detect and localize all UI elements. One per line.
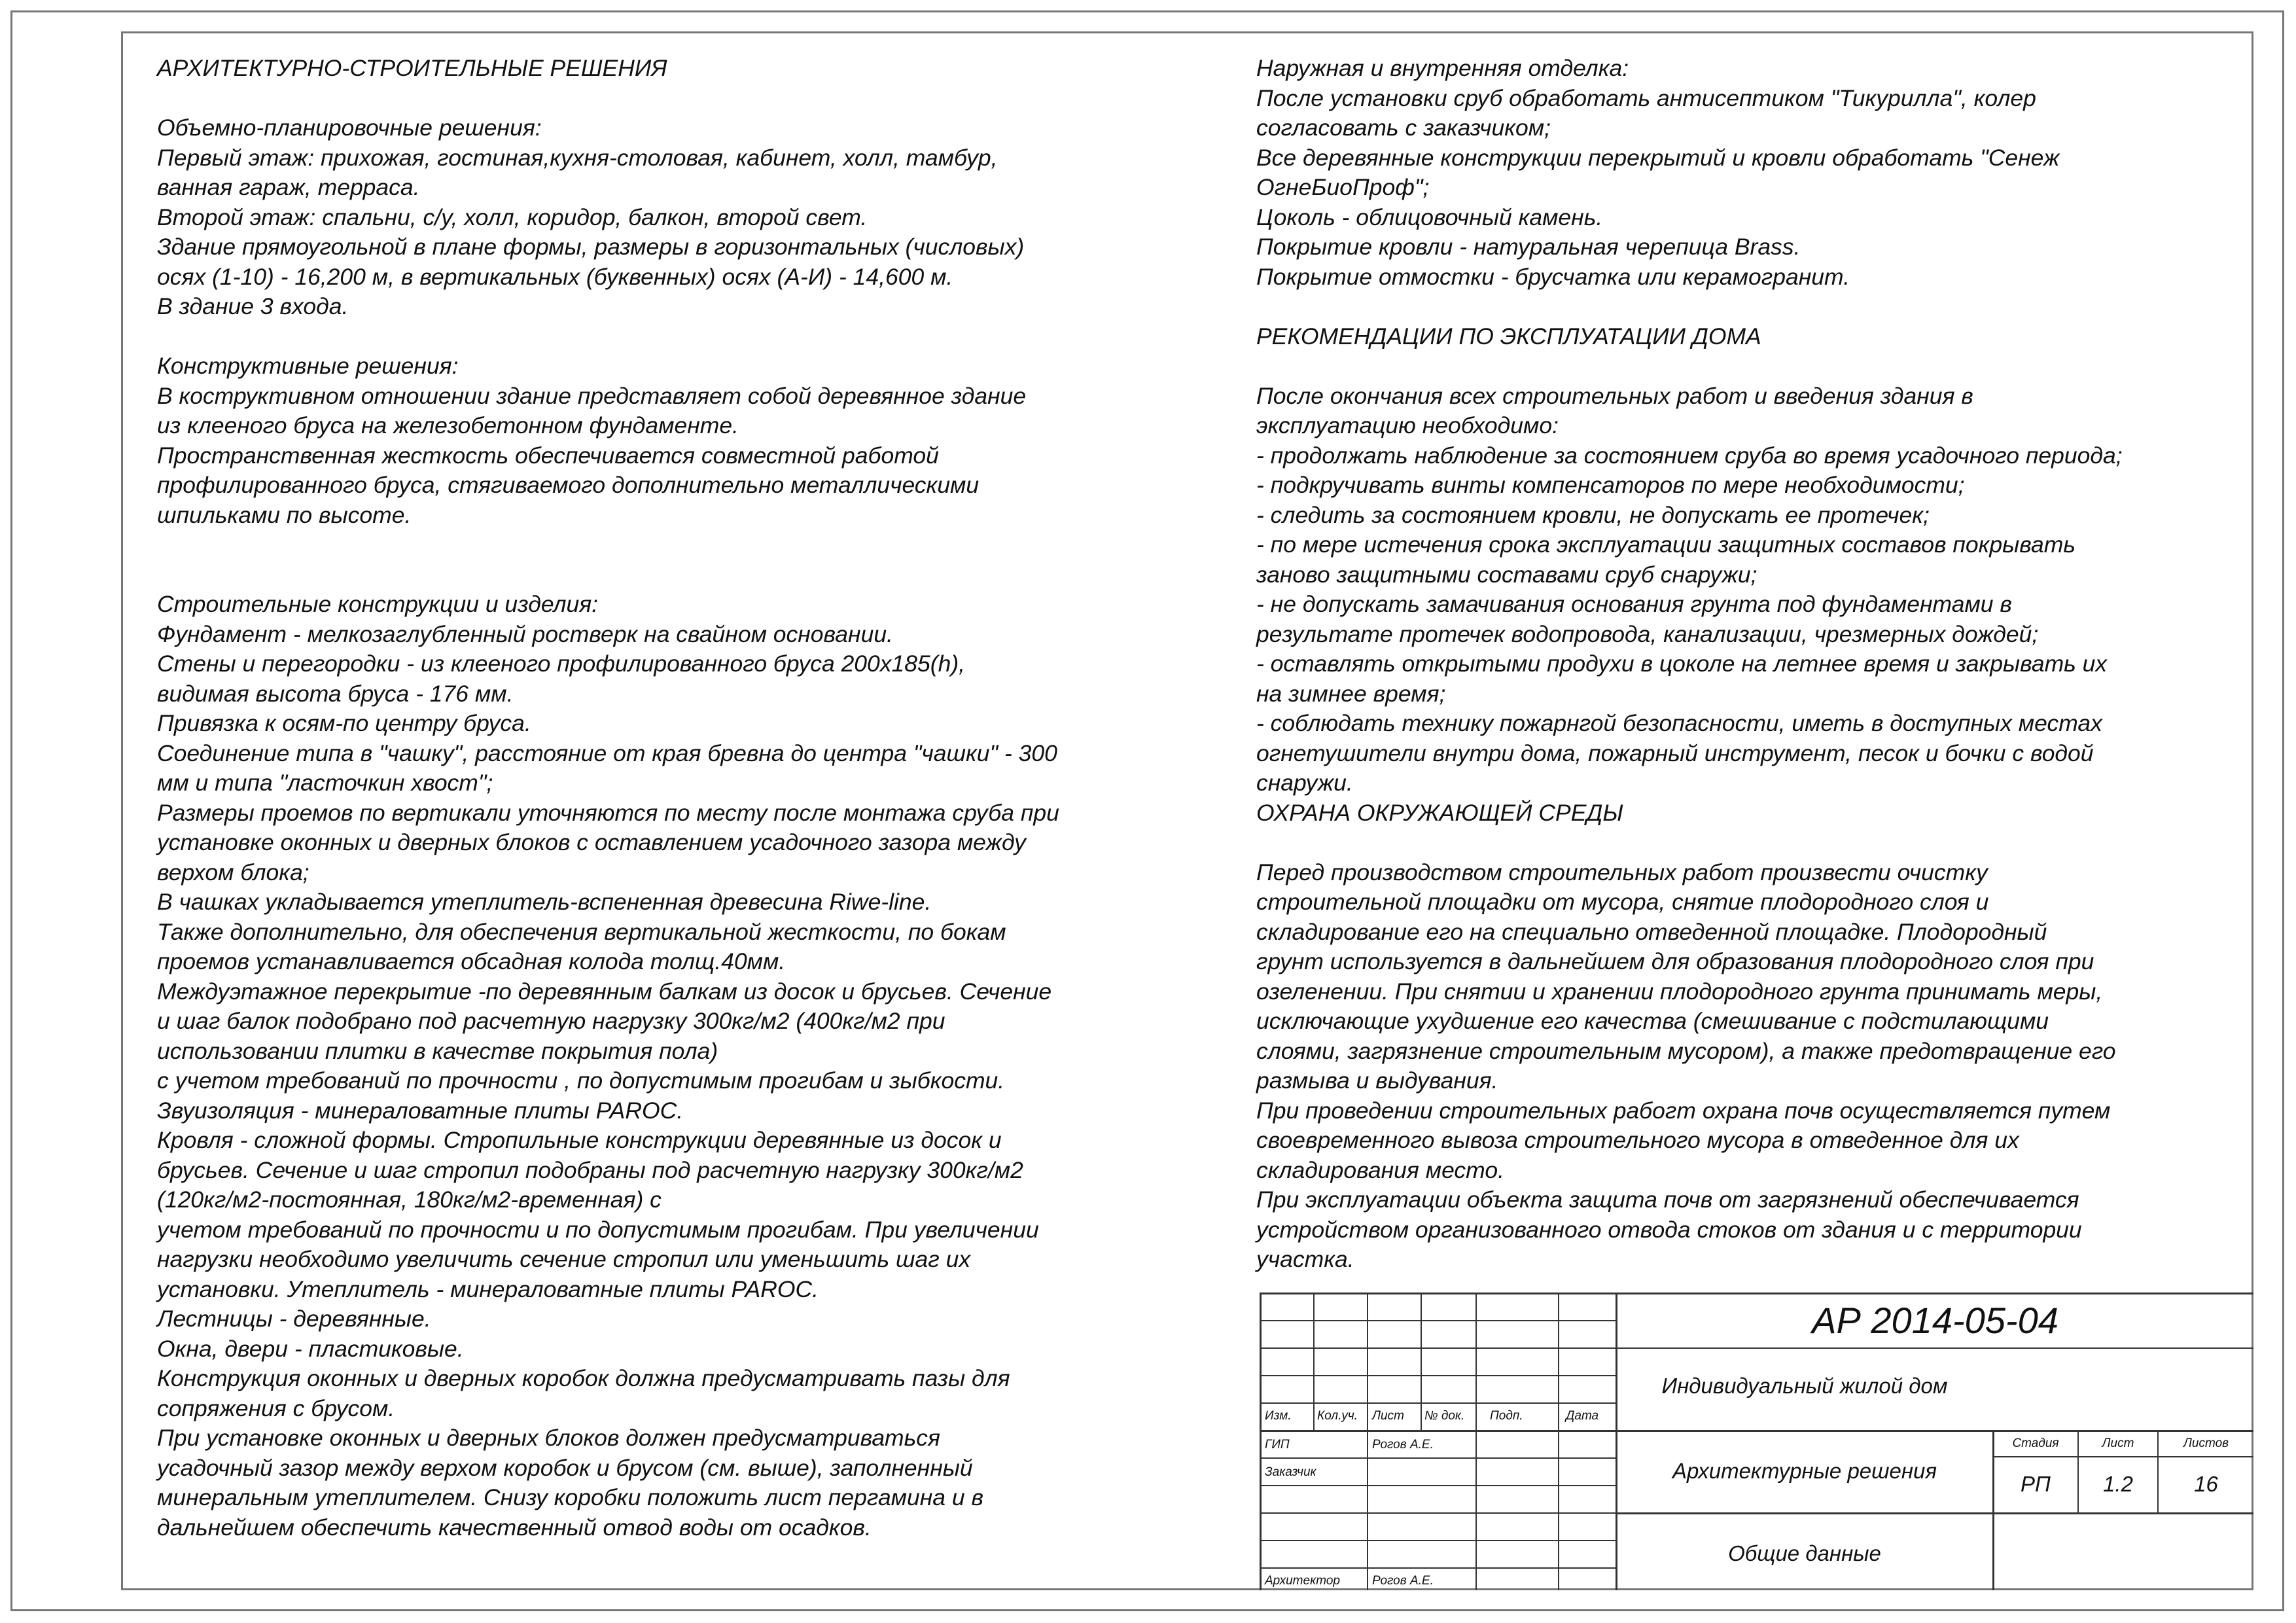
role-zakazchik: Заказчик xyxy=(1265,1465,1316,1479)
grid-line xyxy=(1260,1457,1616,1459)
text-line: проемов устанавливается обсадная колода толщ.40мм. xyxy=(157,948,786,974)
right-text-column xyxy=(1256,54,2238,1275)
text-line: участка. xyxy=(1256,1246,1354,1272)
text-line: из клееного бруса на железобетонном фундаменте. xyxy=(157,412,739,438)
text-line: Цоколь - облицовочный камень. xyxy=(1256,204,1603,230)
value-list: 1.2 xyxy=(2103,1472,2133,1496)
text-line: использовании плитки в качестве покрытия пола) xyxy=(157,1037,718,1064)
text-line: Пространственная жесткость обеспечивается совместной работой xyxy=(157,442,939,469)
text-line: РЕКОМЕНДАЦИИ ПО ЭКСПЛУАТАЦИИ ДОМА xyxy=(1256,323,1761,349)
text-line: Лестницы - деревянные. xyxy=(157,1306,431,1332)
text-line: снаружи. xyxy=(1256,770,1353,796)
grid-line xyxy=(1313,1293,1315,1430)
name-arkhitektor: Рогов А.Е. xyxy=(1372,1574,1434,1588)
text-line: складирования место. xyxy=(1256,1156,1504,1183)
text-line: Окна, двери - пластиковые. xyxy=(157,1335,464,1362)
text-line xyxy=(1256,351,2238,382)
text-line: (120кг/м2-постоянная, 180кг/м2-временная) с xyxy=(157,1186,662,1213)
col-data: Дата xyxy=(1566,1409,1599,1423)
grid-line xyxy=(1260,1540,1616,1541)
name-gip: Рогов А.Е. xyxy=(1372,1438,1434,1452)
text-line xyxy=(157,530,1204,560)
text-line: - продолжать наблюдение за состоянием сруба во время усадочного периода; xyxy=(1256,442,2123,469)
text-line xyxy=(1256,828,2238,858)
text-line: - следить за состоянием кровли, не допускать ее протечек; xyxy=(1256,501,1930,528)
text-line: Конструкция оконных и дверных коробок должна предусматривать пазы для xyxy=(157,1365,1010,1391)
role-arkhitektor: Архитектор xyxy=(1265,1574,1341,1588)
text-line: После окончания всех строительных работ и введения здания в xyxy=(1256,382,1973,409)
text-line: строительной площадки от мусора, снятие плодородного слоя и xyxy=(1256,889,1989,915)
text-line: Междуэтажное перекрытие -по деревянным балкам из досок и брусьев. Сечение xyxy=(157,978,1052,1005)
col-izm: Изм. xyxy=(1265,1409,1292,1423)
drawing-code: АР 2014-05-04 xyxy=(1812,1300,2058,1341)
text-line: устройством организованного отвода стоков от здания и с территории xyxy=(1256,1216,2082,1243)
text-line: установке оконных и дверных блоков с оставлением усадочного зазора между xyxy=(157,829,1026,855)
col-koluch: Кол.уч. xyxy=(1317,1409,1358,1423)
text-line: АРХИТЕКТУРНО-СТРОИТЕЛЬНЫЕ РЕШЕНИЯ xyxy=(157,55,667,81)
text-line: дальнейшем обеспечить качественный отвод воды от осадков. xyxy=(157,1514,872,1541)
title-block-border xyxy=(1260,1293,1262,1590)
text-line: Привязка к осям-по центру бруса. xyxy=(157,710,531,736)
text-line: Перед производством строительных работ произвести очистку xyxy=(1256,859,1988,885)
text-line: и шаг балок подобрано под расчетную нагрузку 300кг/м2 (400кг/м2 при xyxy=(157,1008,945,1034)
text-line: - подкручивать винты компенсаторов по мере необходимости; xyxy=(1256,472,1965,498)
text-line: Размеры проемов по вертикали уточняются по месту после монтажа сруба при xyxy=(157,799,1059,826)
text-line: Покрытие отмостки - брусчатка или керамогранит. xyxy=(1256,263,1850,290)
text-line: заново защитными составами сруб снаружи; xyxy=(1256,561,1757,588)
text-line: установки. Утеплитель - минераловатные плиты PAROC. xyxy=(157,1275,819,1302)
grid-line xyxy=(1260,1485,1616,1486)
text-line: учетом требований по прочности и по допустимым прогибам. При увеличении xyxy=(157,1216,1039,1243)
grid-line xyxy=(1992,1430,1994,1590)
text-line: профилированного бруса, стягиваемого дополнительно металлическими xyxy=(157,472,980,498)
text-line: Все деревянные конструкции перекрытий и кровли обработать "Сенеж xyxy=(1256,144,2060,171)
text-line: своевременного вывоза строительного мусора в отведенное для их xyxy=(1256,1127,2019,1153)
object-name: Индивидуальный жилой дом xyxy=(1661,1374,1948,1398)
col-ndok: № док. xyxy=(1424,1409,1465,1423)
text-line: осях (1-10) - 16,200 м, в вертикальных (буквенных) осях (А-И) - 14,600 м. xyxy=(157,263,953,290)
text-line: Объемно-планировочные решения: xyxy=(157,115,542,141)
text-line: мм и типа "ласточкин хвост"; xyxy=(157,770,493,796)
text-line xyxy=(157,322,1204,352)
text-line: шпильками по высоте. xyxy=(157,501,412,528)
title-block xyxy=(1260,1293,2253,1590)
col-podp: Подп. xyxy=(1490,1409,1523,1423)
role-gip: ГИП xyxy=(1265,1438,1290,1452)
text-line: При установке оконных и дверных блоков должен предусматриваться xyxy=(157,1425,941,1451)
text-line xyxy=(157,560,1204,590)
text-line xyxy=(157,84,1204,114)
grid-line xyxy=(1616,1347,2253,1349)
text-line: После установки сруб обработать антисептиком "Тикурилла", колер xyxy=(1256,84,2036,111)
text-line: Наружная и внутренняя отделка: xyxy=(1256,55,1629,81)
text-line: В коструктивном отношении здание представляет собой деревянное здание xyxy=(157,382,1027,409)
grid-line xyxy=(1260,1567,1616,1569)
text-line: - по мере истечения срока эксплуатации защитных составов покрывать xyxy=(1256,531,2076,558)
text-line: Стены и перегородки - из клееного профилированного бруса 200х185(h), xyxy=(157,651,966,677)
text-line: При эксплуатации объекта защита почв от загрязнений обеспечивается xyxy=(1256,1186,2079,1213)
grid-line xyxy=(1558,1293,1559,1590)
text-line: с учетом требований по прочности , по допустимым прогибам и зыбкости. xyxy=(157,1067,1005,1094)
text-line: огнетушители внутри дома, пожарный инструмент, песок и бочки с водой xyxy=(1256,740,2094,766)
grid-line xyxy=(1992,1456,2253,1457)
text-line: - не допускать замачивания основания грунта под фундаментами в xyxy=(1256,591,2012,617)
header-stadiya: Стадия xyxy=(2012,1436,2059,1450)
value-listov: 16 xyxy=(2194,1472,2218,1496)
text-line: В чашках укладывается утеплитель-вспененная древесина Riwe-line. xyxy=(157,889,932,915)
grid-line xyxy=(1260,1512,1616,1514)
text-line: Строительные конструкции и изделия: xyxy=(157,591,599,617)
text-line: слоями, загрязнение строительным мусором), а также предотвращение его xyxy=(1256,1037,2116,1064)
text-line: - оставлять открытыми продухи в цоколе на летнее время и закрывать их xyxy=(1256,651,2108,677)
text-line: верхом блока; xyxy=(157,859,309,885)
text-line: ванная гараж, терраса. xyxy=(157,174,420,200)
text-line: При проведении строительных рабогт охрана почв осуществляется путем xyxy=(1256,1097,2111,1124)
text-line: нагрузки необходимо увеличить сечение стропил или уменьшить шаг их xyxy=(157,1246,971,1272)
text-line: Покрытие кровли - натуральная черепица Brass. xyxy=(1256,234,1801,260)
left-text-column xyxy=(157,54,1204,1543)
header-list: Лист xyxy=(2102,1436,2134,1450)
section-name: Архитектурные решения xyxy=(1672,1459,1937,1483)
grid-line xyxy=(1616,1512,2253,1514)
text-line: ОХРАНА ОКРУЖАЮЩЕЙ СРЕДЫ xyxy=(1256,799,1623,826)
text-line: размыва и выдувания. xyxy=(1256,1067,1498,1094)
text-line: Второй этаж: спальни, с/у, холл, коридор, балкон, второй свет. xyxy=(157,204,868,230)
text-line: Соединение типа в "чашку", расстояние от края бревна до центра "чашки" - 300 xyxy=(157,740,1057,766)
text-line: Фундамент - мелкозаглубленный ростверк на свайном основании. xyxy=(157,620,893,647)
text-line: Первый этаж: прихожая, гостиная,кухня-столовая, кабинет, холл, тамбур, xyxy=(157,144,998,171)
text-line: на зимнее время; xyxy=(1256,680,1446,707)
text-line: Здание прямоугольной в плане формы, размеры в горизонтальных (числовых) xyxy=(157,234,1025,260)
text-line: Также дополнительно, для обеспечения вертикальной жесткости, по бокам xyxy=(157,918,1006,945)
header-listov: Листов xyxy=(2183,1436,2229,1450)
text-line: согласовать с заказчиком; xyxy=(1256,115,1551,141)
text-line: видимая высота бруса - 176 мм. xyxy=(157,680,514,707)
text-line: усадочный зазор между верхом коробок и брусом (см. выше), заполненный xyxy=(157,1454,973,1481)
text-line: Кровля - сложной формы. Стропильные конструкции деревянные из досок и xyxy=(157,1127,1002,1153)
value-stadiya: РП xyxy=(2021,1472,2051,1496)
title-block-border xyxy=(1260,1293,2253,1294)
grid-line xyxy=(1421,1293,1422,1430)
text-line: Звуизоляция - минераловатные плиты PAROC. xyxy=(157,1097,684,1124)
text-line: Конструктивные решения: xyxy=(157,353,459,379)
text-line: сопряжения с брусом. xyxy=(157,1395,395,1421)
text-line: минеральным утеплителем. Снизу коробки положить лист пергамина и в xyxy=(157,1484,984,1510)
text-line: результате протечек водопровода, канализации, чрезмерных дождей; xyxy=(1256,620,2039,647)
text-line: ОгнеБиоПроф"; xyxy=(1256,174,1430,200)
text-line: исключающие ухудшение его качества (смешивание с подстилающими xyxy=(1256,1008,2049,1034)
text-line: грунт используется в дальнейшем для образования плодородного слоя при xyxy=(1256,948,2094,974)
grid-line xyxy=(1475,1293,1477,1590)
grid-line xyxy=(1260,1430,1616,1432)
text-line: эксплуатацию необходимо: xyxy=(1256,412,1559,438)
text-line: брусьев. Сечение и шаг стропил подобраны под расчетную нагрузку 300кг/м2 xyxy=(157,1156,1023,1183)
text-line xyxy=(1256,292,2238,322)
text-line: складирование его на специально отведенной площадке. Плодородный xyxy=(1256,918,2047,945)
text-line: В здание 3 входа. xyxy=(157,293,349,319)
sheet-title: Общие данные xyxy=(1728,1541,1881,1565)
text-line: - соблюдать технику пожарнгой безопасности, иметь в доступных местах xyxy=(1256,710,2102,736)
col-list: Лист xyxy=(1372,1409,1404,1423)
grid-line xyxy=(1367,1293,1368,1590)
text-line: озеленении. При снятии и хранении плодородного грунта принимать меры, xyxy=(1256,978,2103,1005)
